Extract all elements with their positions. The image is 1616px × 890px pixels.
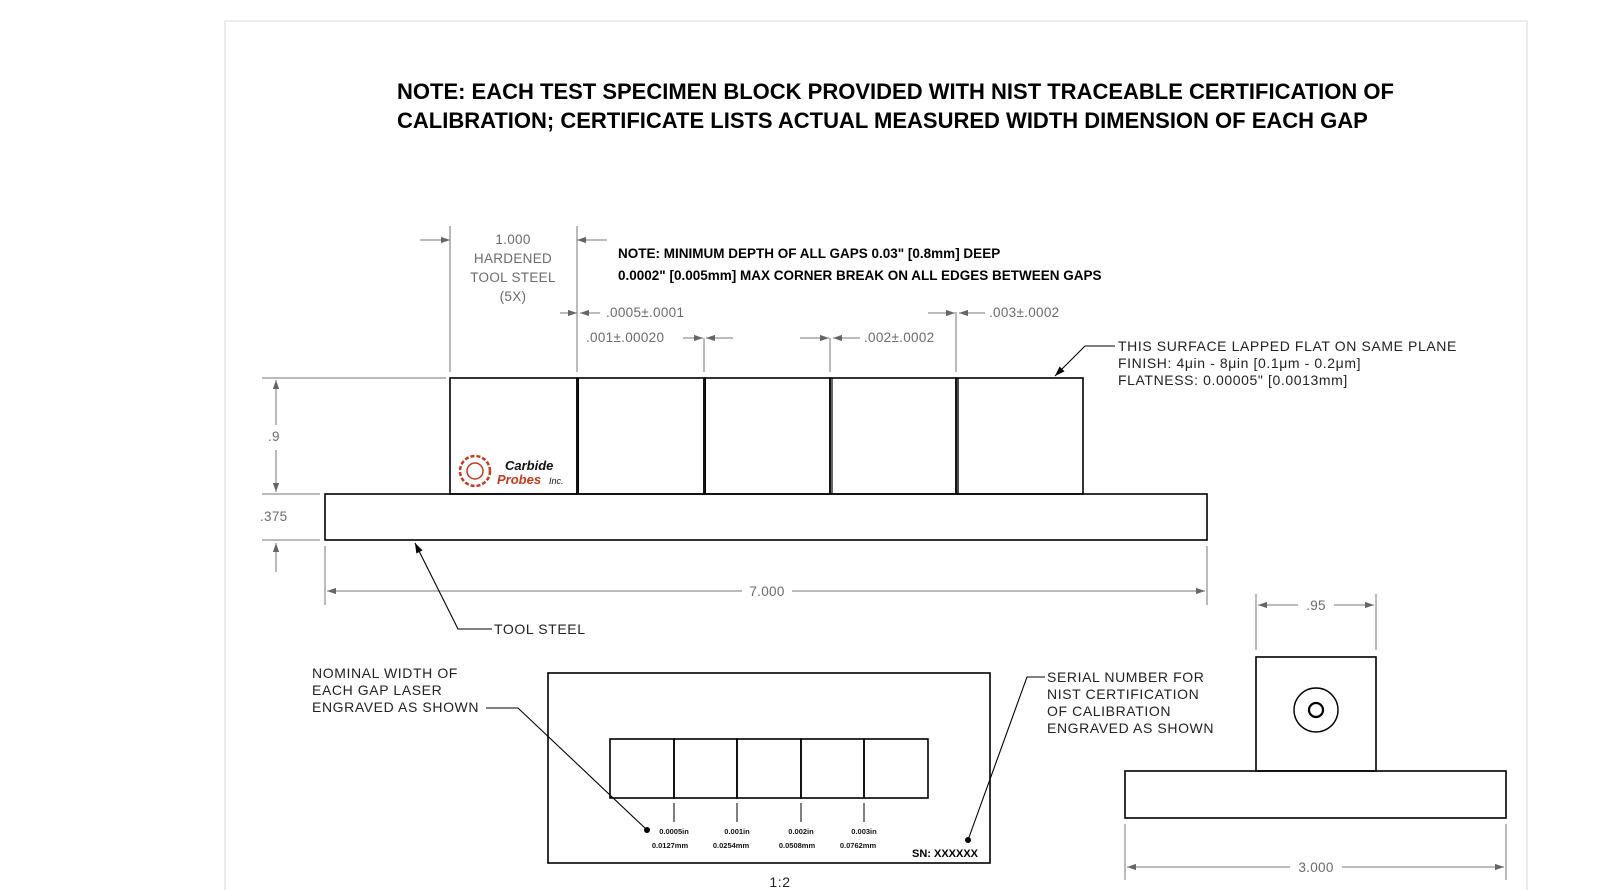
view-scale: 1:2 <box>769 874 791 890</box>
base-height-value: .375 <box>260 509 288 524</box>
gap-engrave-3-mm: 0.0508mm <box>778 841 816 850</box>
logo-gear-icon <box>460 456 490 486</box>
side-view-block <box>1256 657 1376 771</box>
serial-note-line-4: ENGRAVED AS SHOWN <box>1047 720 1215 736</box>
logo-word-probes: Probes <box>497 472 542 487</box>
base-plate <box>325 494 1207 540</box>
depth-note-line-2: 0.0002" [0.005mm] MAX CORNER BREAK ON ALL EDGES BETWEEN GAPS <box>618 268 1102 283</box>
serial-callout <box>965 669 1214 843</box>
block-3 <box>704 378 830 494</box>
top-view-plate <box>548 673 990 863</box>
gap-4-dimension: .003±.0002 <box>989 305 1060 320</box>
surface-callout <box>1055 338 1457 388</box>
block-material-line-1: HARDENED <box>473 251 553 266</box>
nominal-note-line-1: NOMINAL WIDTH OF <box>312 665 458 681</box>
block-width-value: 1.000 <box>495 232 531 247</box>
block-width-dimension <box>420 226 607 372</box>
side-hole-inner-icon <box>1309 703 1323 717</box>
top-block-1 <box>610 739 674 798</box>
gap-2-dimension: .001±.00020 <box>586 330 665 345</box>
nominal-note-line-3: ENGRAVED AS SHOWN <box>312 699 480 715</box>
side-view-base <box>1125 771 1506 818</box>
top-block-3 <box>737 739 801 798</box>
block-5 <box>956 378 1083 494</box>
serial-note-line-1: SERIAL NUMBER FOR <box>1047 669 1205 685</box>
gap-engrave-1-inch: 0.0005in <box>659 827 689 836</box>
logo-center-icon <box>467 463 483 479</box>
block-2 <box>577 378 704 494</box>
logo-suffix: Inc. <box>549 476 564 486</box>
carbide-probes-logo <box>460 456 564 487</box>
sheet-border <box>225 21 1527 890</box>
nominal-leader-dot <box>644 827 650 833</box>
serial-leader-dot <box>965 837 971 843</box>
nominal-note-line-2: EACH GAP LASER <box>312 682 443 698</box>
block-quantity: (5X) <box>499 289 527 304</box>
top-view <box>548 673 990 890</box>
side-hole-outer-icon <box>1294 688 1338 732</box>
gap-engrave-1-mm: 0.0127mm <box>651 841 689 850</box>
logo-word-carbide: Carbide <box>505 458 554 473</box>
top-block-4 <box>801 739 864 798</box>
side-width-value: .95 <box>1306 598 1326 613</box>
gap-engrave-4-inch: 0.003in <box>851 827 877 836</box>
top-block-2 <box>674 739 737 798</box>
gap-3-dimension: .002±.0002 <box>864 330 935 345</box>
gap-engrave-2-inch: 0.001in <box>724 827 750 836</box>
nominal-width-callout <box>312 665 650 833</box>
tool-steel-label: TOOL STEEL <box>494 621 586 637</box>
front-view <box>325 378 1207 540</box>
base-length-value: 7.000 <box>749 584 785 599</box>
gap-engrave-4-mm: 0.0762mm <box>839 841 877 850</box>
main-note-line-1: NOTE: EACH TEST SPECIMEN BLOCK PROVIDED WITH NIST TRACEABLE CERTIFICATION OF <box>397 79 1394 104</box>
gap-engrave-2-mm: 0.0254mm <box>712 841 750 850</box>
depth-note-line-1: NOTE: MINIMUM DEPTH OF ALL GAPS 0.03" [0.8mm] DEEP <box>618 246 1001 261</box>
side-view <box>1125 594 1506 880</box>
serial-number: SN: XXXXXX <box>912 848 979 860</box>
serial-note-line-2: NIST CERTIFICATION <box>1047 686 1200 702</box>
block-4 <box>830 378 956 494</box>
tool-steel-callout <box>415 543 586 637</box>
surface-note-line-2: FINISH: 4μin - 8μin [0.1μm - 0.2μm] <box>1118 355 1362 371</box>
surface-note-line-1: THIS SURFACE LAPPED FLAT ON SAME PLANE <box>1118 338 1457 354</box>
side-base-length-value: 3.000 <box>1298 860 1334 875</box>
height-dimensions <box>260 378 446 572</box>
block-material-line-2: TOOL STEEL <box>470 270 556 285</box>
base-length-dimension <box>325 546 1207 605</box>
gap-engrave-3-inch: 0.002in <box>788 827 814 836</box>
gap-1-dimension: .0005±.0001 <box>606 305 685 320</box>
surface-note-line-3: FLATNESS: 0.00005" [0.0013mm] <box>1118 372 1348 388</box>
top-block-5 <box>864 739 928 798</box>
block-height-value: .9 <box>268 429 280 444</box>
gap-dimensions <box>560 305 1059 372</box>
serial-note-line-3: OF CALIBRATION <box>1047 703 1172 719</box>
main-note-line-2: CALIBRATION; CERTIFICATE LISTS ACTUAL MEASURED WIDTH DIMENSION OF EACH GAP <box>397 108 1368 133</box>
